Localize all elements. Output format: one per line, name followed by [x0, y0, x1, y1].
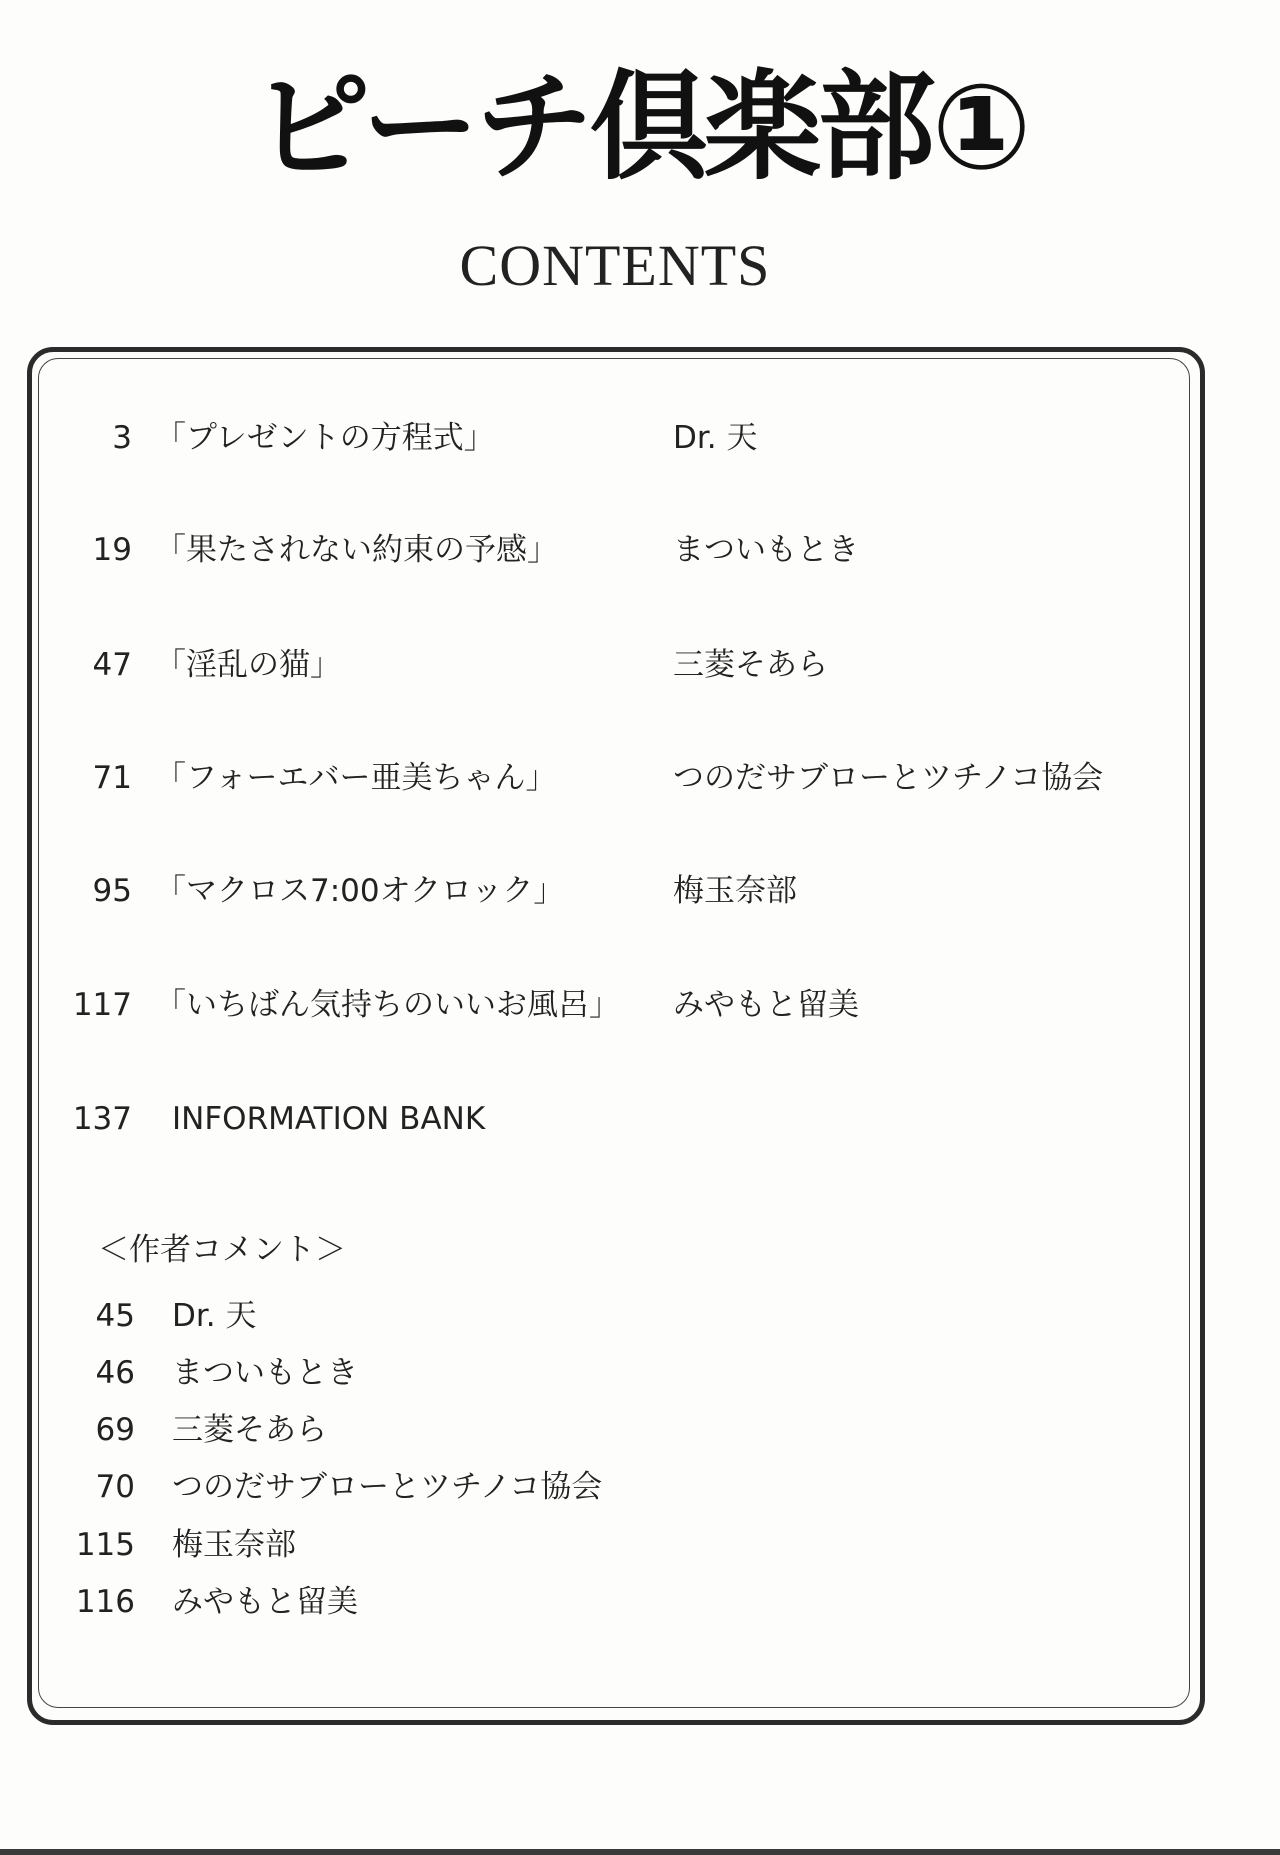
author-comments-heading: ＜作者コメント＞ — [98, 1232, 346, 1268]
comment-entry — [0, 1462, 1280, 1512]
author-name: つのだサブローとツチノコ協会 — [172, 1469, 603, 1505]
story-title: 「淫乱の猫」 — [155, 647, 341, 683]
toc-entry — [0, 1094, 1280, 1144]
author-name: Dr. 天 — [673, 420, 758, 456]
comment-entry — [0, 1348, 1280, 1398]
page-number: 45 — [95, 1298, 135, 1334]
author-name: つのだサブローとツチノコ協会 — [673, 760, 1104, 796]
comment-entry — [0, 1577, 1280, 1627]
author-name: 三菱そあら — [172, 1412, 327, 1448]
page-number: 70 — [95, 1469, 135, 1505]
toc-entry — [0, 866, 1280, 916]
story-title: 「いちばん気持ちのいいお風呂」 — [155, 987, 620, 1023]
page-number: 71 — [92, 760, 132, 796]
toc-entry — [0, 413, 1280, 463]
comment-entry — [0, 1405, 1280, 1455]
contents-heading: CONTENTS — [459, 233, 771, 298]
page-number: 46 — [95, 1355, 135, 1391]
author-name: 三菱そあら — [673, 647, 828, 683]
story-title: 「マクロス7:00オクロック」 — [155, 873, 565, 909]
page-number: 3 — [112, 420, 132, 456]
story-title: 「フォーエバー亜美ちゃん」 — [155, 760, 557, 796]
page-number: 95 — [92, 873, 132, 909]
page-number: 69 — [95, 1412, 135, 1448]
story-title: 「果たされない約束の予感」 — [155, 532, 558, 568]
author-name: 梅玉奈部 — [172, 1527, 296, 1563]
book-title: ピーチ倶楽部① — [252, 58, 1028, 196]
toc-entry — [0, 640, 1280, 690]
page-number: 137 — [72, 1101, 132, 1137]
comment-entry — [0, 1520, 1280, 1570]
toc-entry — [0, 525, 1280, 575]
page-number: 117 — [72, 987, 132, 1023]
author-name: まついもとき — [673, 532, 859, 568]
author-name: みやもと留美 — [172, 1584, 358, 1620]
page-number: 47 — [92, 647, 132, 683]
story-title: 「プレゼントの方程式」 — [155, 420, 495, 456]
toc-entry — [0, 753, 1280, 803]
scan-edge-strip — [0, 1849, 1280, 1855]
author-name: まついもとき — [172, 1355, 358, 1391]
comment-entry — [0, 1291, 1280, 1341]
page-number: 116 — [75, 1584, 135, 1620]
page-number: 115 — [75, 1527, 135, 1563]
story-title: INFORMATION BANK — [172, 1101, 486, 1137]
page-number: 19 — [92, 532, 132, 568]
author-name: 梅玉奈部 — [673, 873, 797, 909]
toc-entry — [0, 980, 1280, 1030]
author-name: Dr. 天 — [172, 1298, 257, 1334]
author-name: みやもと留美 — [673, 987, 859, 1023]
